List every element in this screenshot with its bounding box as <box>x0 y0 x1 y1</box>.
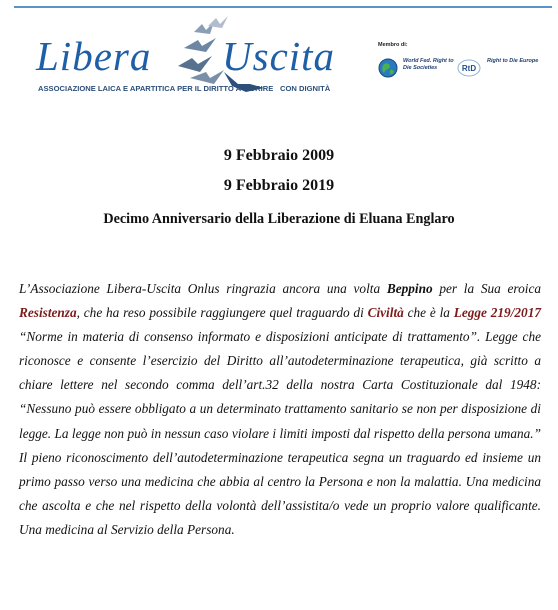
body-part-1: L’Associazione Libera-Uscita Onlus ringrazia ancora una volta <box>19 281 387 296</box>
date-2019: 9 Febbraio 2019 <box>223 177 335 194</box>
body-paragraph <box>19 277 541 542</box>
rtd-logo-icon <box>457 59 481 77</box>
emphasis-resistenza: Resistenza <box>19 305 77 321</box>
rtd-logo-text: RtD <box>461 64 477 73</box>
world-federation-globe-icon <box>378 58 398 78</box>
association-tagline: ASSOCIAZIONE LAICA E APARTITICA PER IL DIRITTO A MORIRE <box>38 84 274 93</box>
member-of-label: Membro di: <box>378 42 408 48</box>
emphasis-civilta: Civiltà <box>367 305 404 321</box>
logo-word-libera: Libera <box>36 33 152 79</box>
anniversary-heading: Decimo Anniversario della Liberazione di Eluana Englaro <box>103 211 455 227</box>
association-tagline-tail: CON DIGNITÀ <box>280 84 331 93</box>
world-federation-label: World Fed. Right to Die Societies <box>403 58 454 71</box>
body-part-4: che è la <box>403 305 454 321</box>
date-2009: 9 Febbraio 2009 <box>223 147 335 164</box>
logo-word-uscita: Uscita <box>222 33 336 79</box>
body-part-5: “Norme in materia di consenso informato e disposizioni anticipate di trattamento”. Legge che riconosce e consente l’esercizio del Diritto all’autodeterminazione terapeutica, già scritto a chiare lettere nel secondo comma dell’art.32 della nostra Carta Costituzionale dal 1948: “Nessuno può essere obbligato a un determinato trattamento sanitario se non per disposizione di legge. La legge non può in nessun caso violare i limiti imposti dal rispetto della persona umana.” Il pieno riconoscimento dell’autodeterminazione terapeutica segna un traguardo ed insieme un primo passo verso una medicina che abbia al centro la Persona e non la malattia. Una medicina che ascolta e che nel rispetto della volontà dell’assistita/o vede un proprio valore qualificante. Una medicina al Servizio della Persona. <box>19 329 541 537</box>
rtd-europe-label: Right to Die Europe <box>487 58 539 64</box>
body-part-2: per la Sua eroica <box>432 281 541 296</box>
emphasis-legge: Legge 219/2017 <box>453 305 541 321</box>
emphasis-beppino: Beppino <box>386 281 433 296</box>
letterhead <box>14 10 552 102</box>
body-part-3: , che ha reso possibile raggiungere quel traguardo di <box>76 305 368 321</box>
header-top-rule <box>14 6 552 8</box>
